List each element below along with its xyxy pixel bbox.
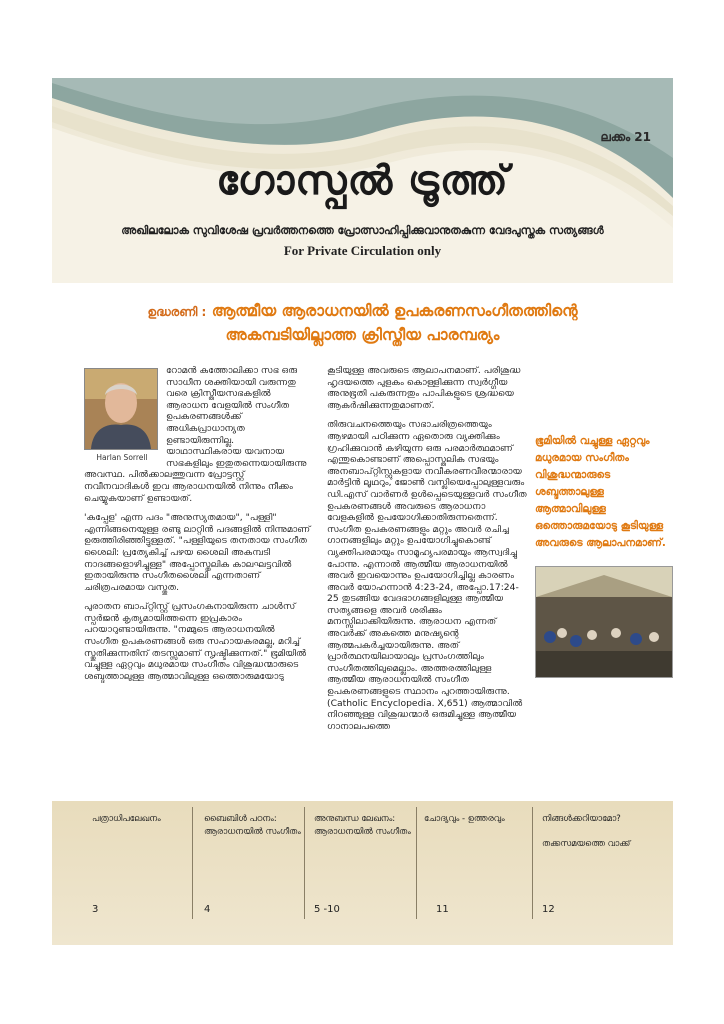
article-headline [52, 300, 673, 347]
headline-line-1: ആത്മീയ ആരാധനയിൽ ഉപകരണസംഗീതത്തിന്റെ [211, 302, 578, 320]
contents-item-did-you-know[interactable] [542, 813, 668, 913]
newsletter-page [52, 78, 673, 945]
contents-sublabel: തക്കസമയത്തെ വാക്ക് [542, 839, 631, 849]
article-column-2 [327, 365, 527, 740]
contents-label: പത്രാധിപലേഖനം [92, 814, 161, 824]
col1-paragraph-1: റോമൻ കത്തോലിക്കാ സഭ ഒരു സാധീന ശക്തിയായി വരുന്നതു വരെ ക്രിസ്തീയസഭകളിൽ ആരാധന വേളയിൽ സംഗീത ഉപകരണങ്ങൾക്ക് അധികപ്രാധാന്യത ഉണ്ടായിരുന്നില്ല. യാഥാസ്ഥികരായ യവനായ സഭകളിലും ഇതുതന്നെയായിരുന്നു അവസ്ഥ. പിൽക്കാലത്തുവന്ന പ്രോട്ടസ്റ്റ് നവീനവാദികൾ ഇവ ആരാധനയിൽ നിന്നും നീക്കം ചെയ്യുകയാണ് ഉണ്ടായത്. [84, 365, 307, 504]
contents-page-number: 12 [542, 904, 555, 915]
col2-paragraph-2: തിരുവചനത്തെയും സഭാചരിത്രത്തെയും ആഴമായി പഠിക്കുന്ന ഏതൊരു വ്യക്തിക്കും ഗ്രഹിക്കുവാൻ കഴിയുന്ന ഒരു പരമാർത്ഥമാണ് എന്തുകൊണ്ടാണ് അപ്പൊസ്തലിക സഭയും അനബാപ്റ്റിസ്റ്റുകളായ നവീകരണവീരന്മാരായ മാർട്ടിൻ ലൂഥറും, ജോൺ വസ്ലിയെപ്പോലുള്ളവരും ഡി.എസ് വാർണർ ഉൾപ്പെടെയുള്ളവർ സംഗീത ഉപകരണങ്ങൾ അവരുടെ ആരാധനാ വേളകളിൽ ഉപയോഗിക്കാതിരുന്നതെന്ന്. സംഗീത ഉപകരണങ്ങളും മറ്റും അവർ രചിച്ച ഗാനങ്ങളിലും മറ്റും ഉപയോഗിച്ചുകൊണ്ട് വ്യക്തിപരമായും സാമൂഹ്യപരമായും ആസ്വദിച്ചു പോന്നു. എന്നാൽ ആത്മീയ ആരാധനയിൽ അവർ ഇവയൊന്നും ഉപയോഗിച്ചില്ല കാരണം അവർ യോഹന്നാൻ 4:23-24, അപ്പോ.17:24-25 തുടങ്ങിയ വേദഭാഗങ്ങളിലുള്ള ആത്മീയ സത്യങ്ങളെ അവർ ശരിക്കും മനസ്സിലാക്കിയിരുന്നു. ആരാധന എന്നത് അവർക്ക് അകത്തെ മനുഷ്യന്റെ ആത്മപകർച്ചയായിരുന്നു. അത് പ്രാർത്ഥനയിലായാലും പ്രസംഗത്തിലും സംഗീതത്തിലുമെല്ലാം. അത്തരത്തിലുള്ള ആത്മീയ ആരാധനയിൽ സംഗീത ഉപകരണങ്ങളുടെ സ്ഥാനം പുറത്തായിരുന്നു. (Catholic Encyclopedia. X,651) ആത്മാവിൽ നിറഞ്ഞുള്ള വിശുദ്ധന്മാർ ഒരുമിച്ചുള്ള ആത്മീയ ഗാനാലപത്തെ [327, 419, 527, 732]
pull-quote: ഭൂമിയിൽ വച്ചുള്ള ഏറ്റവും മധുരമായ സംഗീതം വിശുദ്ധന്മാരുടെ ശബ്ദത്താലുള്ള ആത്മാവിലുള്ള ഒത്തൊരുമയോടു കൂടിയുള്ള അവരുടെ ആലാപനമാണ്. [535, 435, 666, 549]
contents-label: അനുബന്ധ ലേഖനം: [314, 814, 396, 824]
headline-line-2: അകമ്പടിയില്ലാത്ത ക്രിസ്തീയ പാരമ്പര്യം [225, 326, 500, 344]
contents-label: ബൈബിൾ പഠനം: [204, 814, 277, 824]
private-circulation-note: For Private Circulation only [283, 243, 442, 258]
contents-page-number: 11 [436, 904, 449, 915]
masthead-title: ഗോസ്പൽ ട്രൂത്ത് [216, 158, 509, 204]
masthead-tagline: അഖിലലോക സുവിശേഷ പ്രവർത്തനത്തെ പ്രോത്സാഹിപ്പിക്കുവാനുതകുന്ന വേദപുസ്തക സത്യങ്ങൾ [121, 224, 604, 237]
contents-sublabel: ആരാധനയിൽ സംഗീതം [204, 827, 301, 837]
contents-item-bible-study[interactable] [204, 813, 304, 913]
contents-item-qa[interactable] [424, 813, 530, 913]
author-portrait-image [84, 368, 158, 450]
contents-item-editorial[interactable] [92, 813, 192, 913]
contents-footer [52, 801, 673, 945]
masthead-banner [52, 78, 673, 283]
headline-kicker: ഉദ്ധരണി : [147, 305, 207, 319]
contents-page-number: 3 [92, 904, 99, 915]
col2-paragraph-1: കൂടിയുള്ള അവരുടെ ആലാപനമാണ്. പരിശുദ്ധ ഹൃദയത്തെ പുളകം കൊള്ളിക്കുന്ന സ്വർഗ്ഗീയ അനുഭൂതി പകരുന്നതും പാപികളുടെ ശ്രദ്ധയെ ആകർഷിക്കുന്നതുമാണത്. [327, 365, 527, 411]
contents-item-supplementary[interactable] [314, 813, 416, 913]
contents-divider [532, 807, 533, 919]
author-photo-caption: Harlan Sorrell [96, 453, 148, 462]
contents-divider [416, 807, 417, 919]
contents-page-number: 5 -10 [314, 904, 340, 915]
author-photo [84, 368, 160, 460]
issue-number: ലക്കം 21 [600, 130, 651, 144]
sidebar-column [535, 433, 670, 678]
contents-label: ചോദ്യവും - ഉത്തരവും [424, 814, 505, 824]
col1-paragraph-2: 'കപ്പേള' എന്ന പദം "അനുസ്യതമായ", "പള്ളി" എന്നിങ്ങനെയുള്ള രണ്ടു ലാറ്റിൻ പദങ്ങളിൽ നിന്നുമാണ് ഉരുത്തിരിഞ്ഞിട്ടുള്ളത്. "പള്ളിയുടെ തനതായ സംഗീത ശൈലി: പ്രത്യേകിച്ച് പഴയ ശൈലി അകമ്പടി നാദങ്ങളൊഴിച്ചുള്ള" അപ്പോസ്തലിക കാലഘട്ടവിൽ ഇതായിരുന്നു സംഗീതശൈലി എന്നതാണ് ചരിത്രപരമായ വസ്തുത. [84, 512, 311, 593]
col1-paragraph-3: പുരാതന ബാപ്റ്റിസ്റ്റ് പ്രസംഗകനായിരുന്ന ചാൾസ് സ്പർജൻ കൃത്യമായിത്തന്നെ ഇപ്രകാരം പറയാറുണ്ടായിരുന്നു. "നമ്മുടെ ആരാധനയിൽ സംഗീത ഉപകരണങ്ങൾ ഒരു സഹായകരമല്ല, മറിച്ച് സ്തുതിക്കുന്നതിന് തടസ്സമാണ് സൃഷ്ടിക്കുന്നത്." ഭൂമിയിൽ വച്ചുള്ള ഏറ്റവും മധുരമായ സംഗീതം വിശുദ്ധന്മാരുടെ ശബ്ദത്താലുള്ള ആത്മാവിലുള്ള ഒത്തൊരുമയോടു [84, 601, 307, 682]
congregation-photo [535, 566, 673, 678]
article-column-1 [84, 365, 312, 690]
contents-divider [192, 807, 193, 919]
contents-sublabel: ആരാധനയിൽ സംഗീതം [314, 827, 411, 837]
contents-label: നിങ്ങൾക്കറിയാമോ? [542, 814, 621, 824]
contents-page-number: 4 [204, 904, 211, 915]
contents-divider [304, 807, 305, 919]
